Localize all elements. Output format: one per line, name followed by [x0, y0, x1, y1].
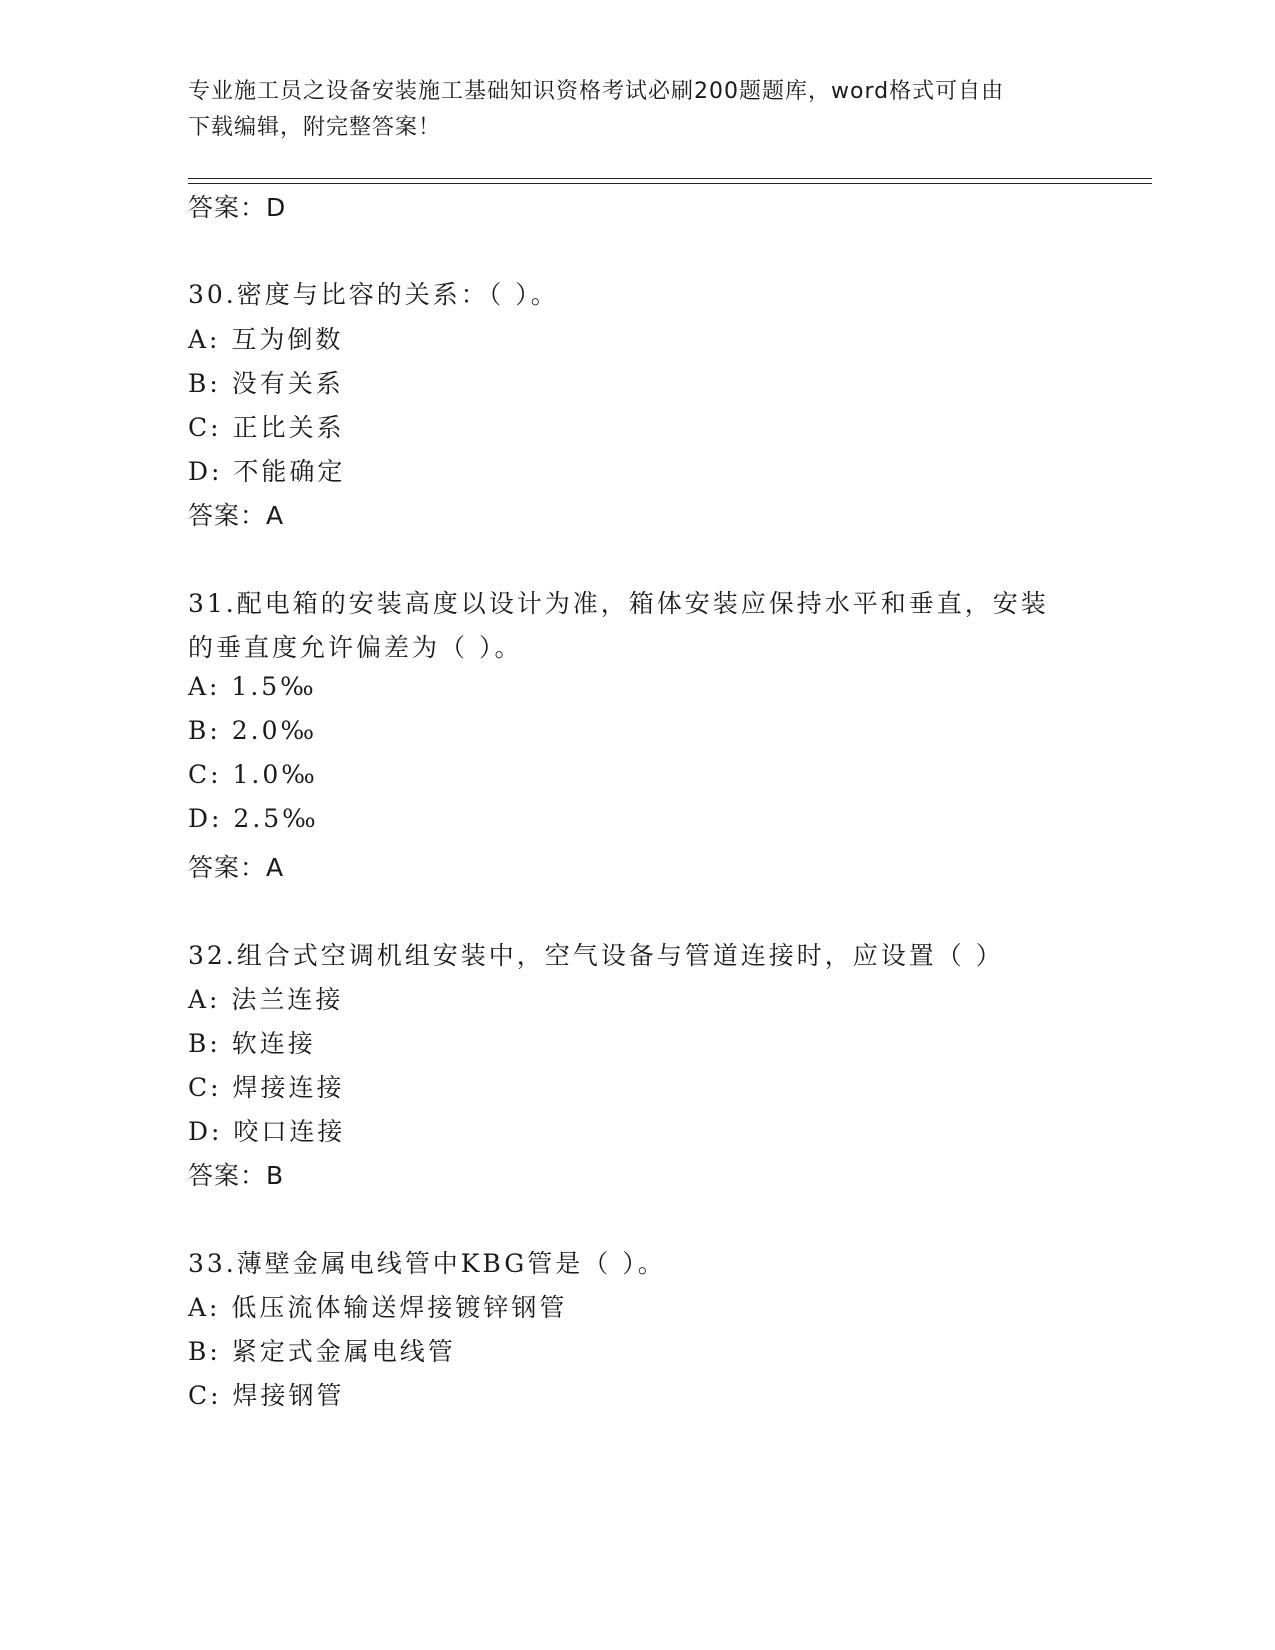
option-a: A: 法兰连接 [188, 985, 344, 1014]
option-c: C: 正比关系 [188, 413, 345, 442]
question-stem-continued: 的垂直度允许偏差为（ ）。 [188, 633, 523, 662]
question-stem: 30.密度与比容的关系：（ ）。 [188, 280, 559, 309]
option-c: C: 焊接钢管 [188, 1381, 345, 1410]
answer-line: 答案：A [188, 501, 285, 530]
option-c: C: 1.0‰ [188, 760, 318, 789]
option-d: D: 2.5‰ [188, 804, 319, 833]
option-b: B: 2.0‰ [188, 716, 318, 745]
header-divider [188, 178, 1152, 179]
answer-line: 答案：D [188, 193, 287, 222]
header-line-2: 下载编辑，附完整答案！ [188, 115, 442, 140]
option-d: D: 不能确定 [188, 457, 346, 486]
question-stem: 33.薄壁金属电线管中KBG管是（ ）。 [188, 1249, 666, 1278]
option-c: C: 焊接连接 [188, 1073, 345, 1102]
option-a: A: 互为倒数 [188, 325, 344, 354]
option-d: D: 咬口连接 [188, 1117, 346, 1146]
option-a: A: 1.5‰ [188, 672, 317, 701]
option-b: B: 软连接 [188, 1029, 316, 1058]
header-divider-second [188, 183, 1152, 184]
question-stem: 31.配电箱的安装高度以设计为准，箱体安装应保持水平和垂直，安装 [188, 589, 1049, 618]
header-line-1: 专业施工员之设备安装施工基础知识资格考试必刷200题题库，word格式可自由 [188, 79, 1005, 104]
option-b: B: 没有关系 [188, 369, 344, 398]
answer-line: 答案：A [188, 853, 285, 882]
question-stem: 32.组合式空调机组安装中，空气设备与管道连接时，应设置（ ） [188, 941, 1004, 970]
option-a: A: 低压流体输送焊接镀锌钢管 [188, 1293, 568, 1322]
answer-line: 答案：B [188, 1161, 285, 1190]
option-b: B: 紧定式金属电线管 [188, 1337, 456, 1366]
document-header [188, 74, 1068, 146]
